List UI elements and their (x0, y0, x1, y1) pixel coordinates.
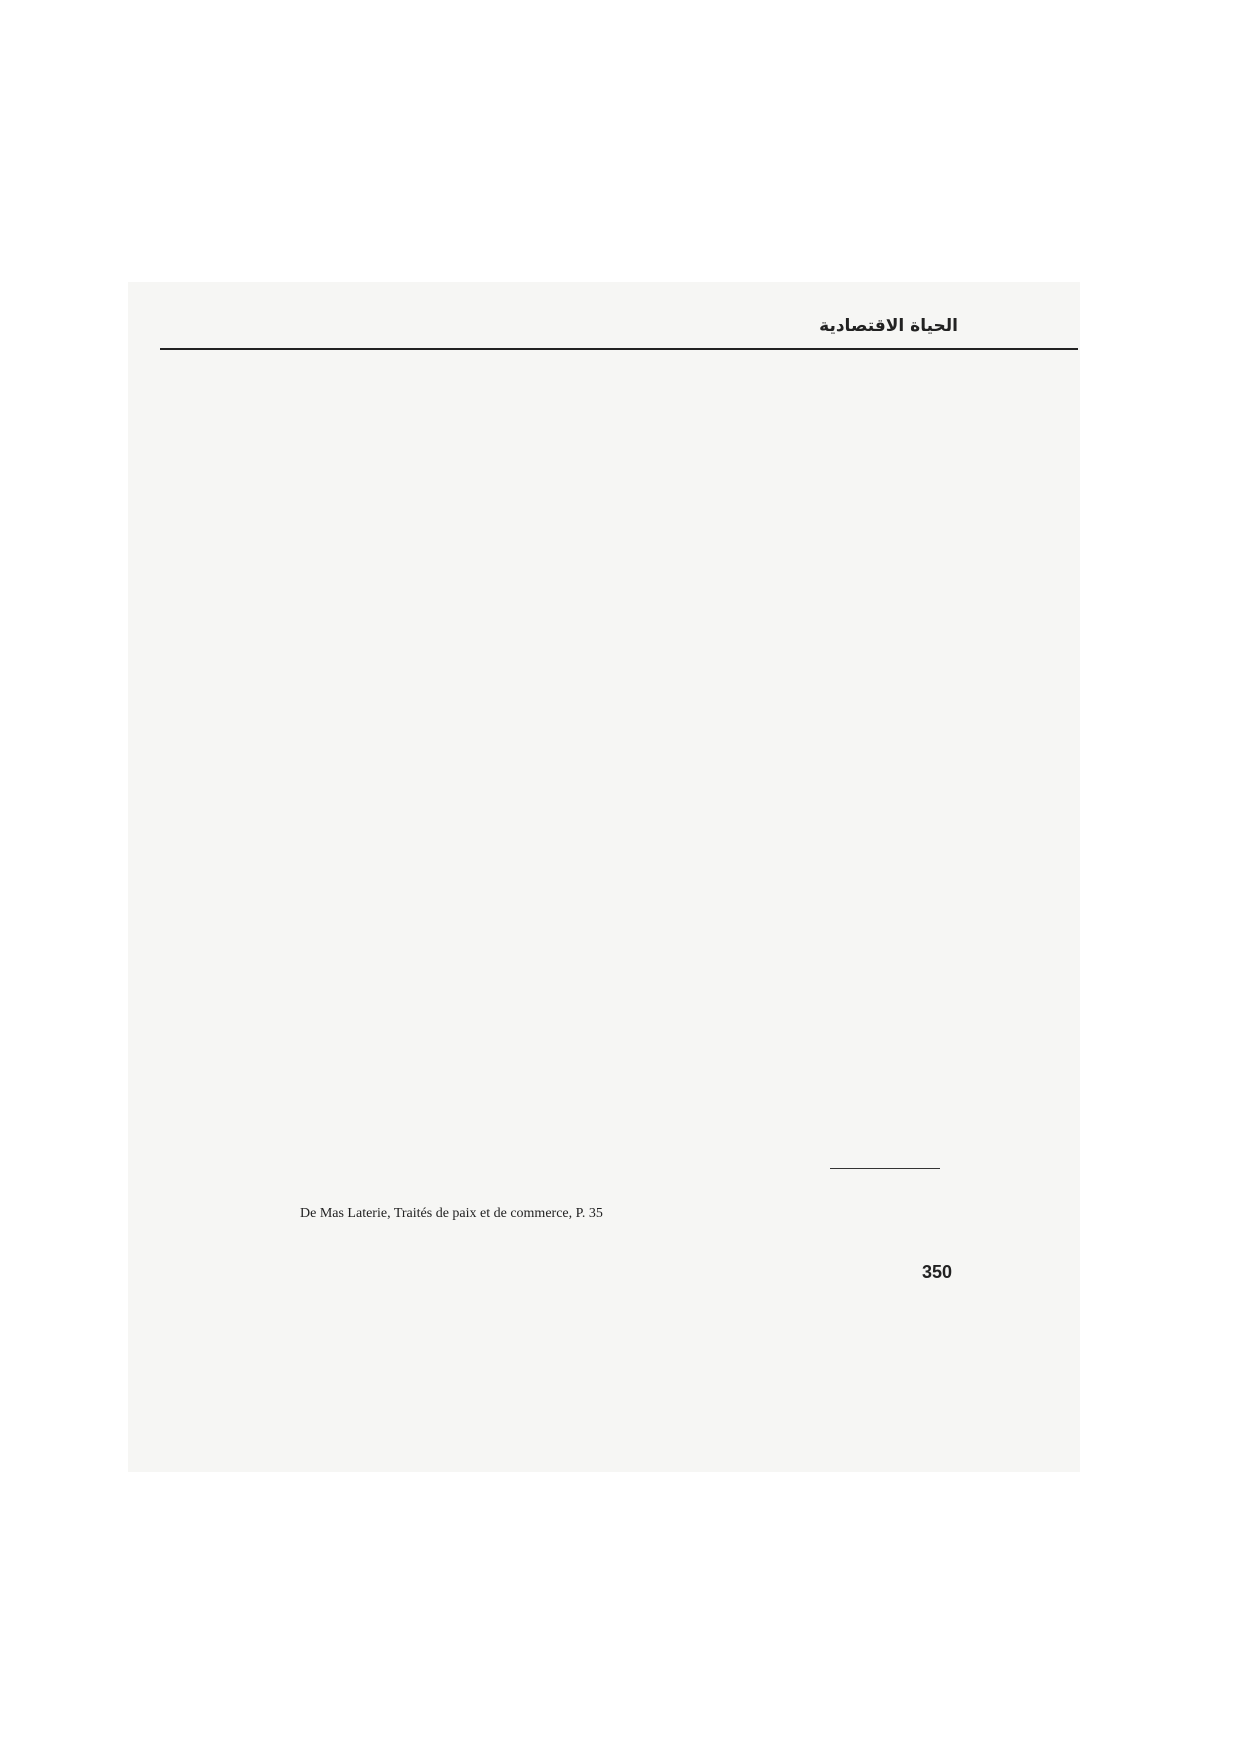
paragraph-7 (208, 648, 943, 672)
paragraph-4 (208, 528, 943, 552)
footnote-36 (300, 1204, 940, 1230)
footnote-rule (830, 1168, 940, 1169)
footnotes (300, 1178, 940, 1256)
page-body (208, 392, 943, 1152)
paragraph-5 (208, 568, 943, 592)
header-rule (160, 348, 1078, 350)
paragraph-8 (208, 688, 943, 712)
footnote-text (840, 1204, 940, 1224)
paragraph-6 (208, 608, 943, 632)
paragraph-9 (208, 728, 943, 752)
footnote-text (840, 1178, 940, 1198)
footnote-latin-citation: De Mas Laterie, Traités de paix et de commerce, P. 35 (300, 1206, 603, 1221)
footnote-35 (300, 1178, 940, 1204)
footnote-text (840, 1230, 940, 1250)
page-number: 350 (922, 1262, 953, 1282)
footnote-37 (300, 1230, 940, 1256)
paragraph-1 (208, 408, 943, 432)
running-head: الحياة الاقتصادية (819, 316, 958, 336)
paragraph-3 (208, 488, 943, 512)
paragraph-2 (208, 448, 943, 472)
